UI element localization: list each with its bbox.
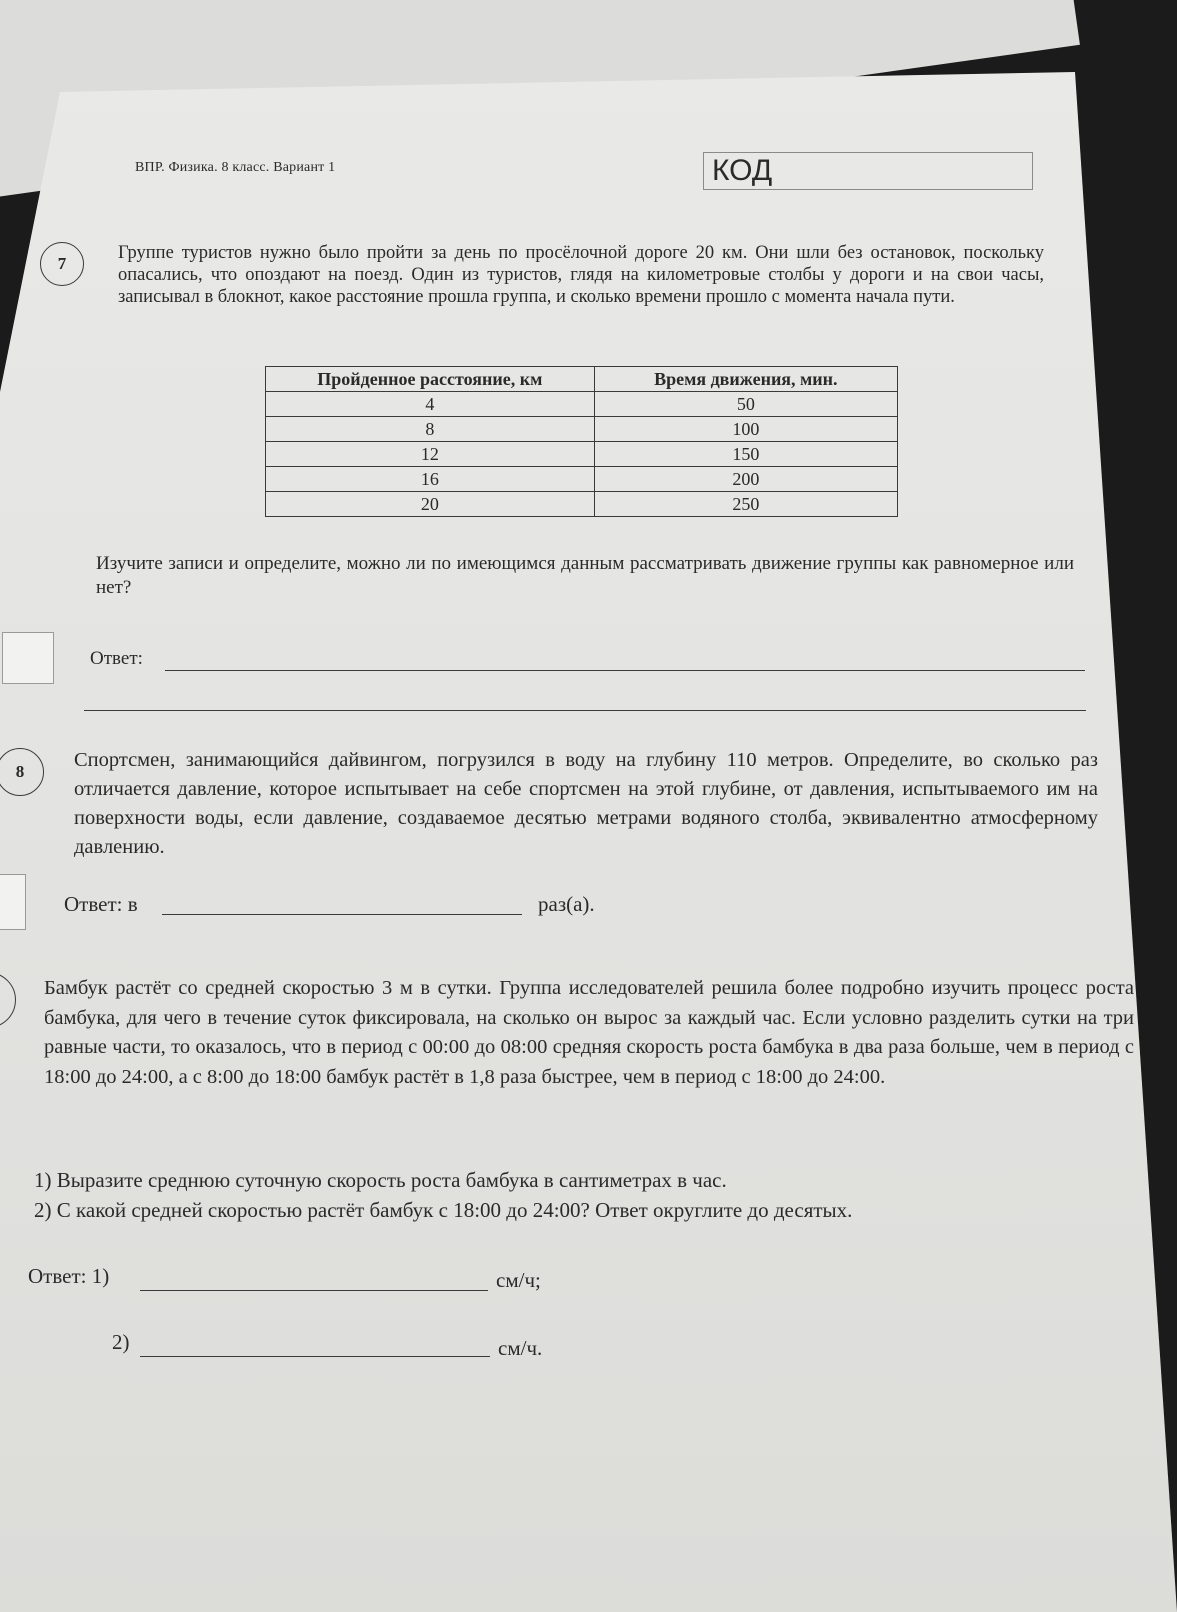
table-row bbox=[266, 442, 898, 467]
question-8-number: 8 bbox=[0, 748, 44, 796]
question-9-answer-2-label: 2) bbox=[112, 1330, 130, 1354]
table-cell-distance: 20 bbox=[266, 492, 595, 517]
question-9-item-2: 2) С какой средней скоростью растёт бамбук с 18:00 до 24:00? Ответ округлите до десятых. bbox=[34, 1198, 853, 1222]
question-7-score-box[interactable] bbox=[2, 632, 54, 684]
question-9-answer-2-line[interactable] bbox=[140, 1356, 490, 1357]
question-7-prompt: Изучите записи и определите, можно ли по имеющимся данным рассматривать движение группы как равномерное или нет? bbox=[96, 553, 1074, 598]
question-7-number: 7 bbox=[40, 242, 84, 286]
code-label: КОД bbox=[712, 154, 773, 187]
table-cell-time: 150 bbox=[594, 442, 897, 467]
question-9-item-1: 1) Выразите среднюю суточную скорость роста бамбука в сантиметрах в час. bbox=[34, 1168, 727, 1192]
question-8-answer-label: Ответ: в bbox=[64, 892, 138, 916]
table-header-distance: Пройденное расстояние, км bbox=[266, 367, 595, 392]
question-8-score-box[interactable] bbox=[0, 874, 26, 930]
question-7-answer-line[interactable] bbox=[165, 670, 1085, 671]
question-7-text: Группе туристов нужно было пройти за день по просёлочной дороге 20 км. Они шли без остановок, поскольку опасались, что опоздают на поезд. Один из туристов, глядя на километровые столбы у дороги и на свои часы, записывал в блокнот, какое расстояние прошла группа, и сколько времени прошло с момента начала пути. bbox=[118, 243, 1044, 307]
table-row bbox=[266, 392, 898, 417]
header-title: ВПР. Физика. 8 класс. Вариант 1 bbox=[135, 160, 336, 175]
question-9-answer-1-line[interactable] bbox=[140, 1290, 488, 1291]
question-9-text: Бамбук растёт со средней скоростью 3 м в сутки. Группа исследователей решила более подробно изучить процесс роста бамбука, для чего в течение суток фиксировала, на сколько он вырос за каждый час. Если условно разделить сутки на три равные части, то оказалось, что в период с 00:00 до 08:00 средняя скорость роста бамбука в два раза больше, чем в период с 18:00 до 24:00, а с 8:00 до 18:00 бамбук растёт в 1,8 раза быстрее, чем в период с 18:00 до 24:00. bbox=[44, 977, 1134, 1088]
table-cell-time: 100 bbox=[594, 417, 897, 442]
question-8-answer-line[interactable] bbox=[162, 914, 522, 915]
table-cell-distance: 12 bbox=[266, 442, 595, 467]
question-9-answer-1-unit: см/ч; bbox=[496, 1268, 541, 1292]
question-7-answer-label: Ответ: bbox=[90, 648, 143, 669]
table-cell-distance: 4 bbox=[266, 392, 595, 417]
table-row bbox=[266, 467, 898, 492]
table-cell-distance: 8 bbox=[266, 417, 595, 442]
table-cell-time: 50 bbox=[594, 392, 897, 417]
table-row bbox=[266, 417, 898, 442]
table-header-row bbox=[266, 367, 898, 392]
question-8-answer-unit: раз(а). bbox=[538, 892, 595, 916]
question-9-answer-2-unit: см/ч. bbox=[498, 1336, 543, 1360]
table-header-time: Время движения, мин. bbox=[594, 367, 897, 392]
question-8-text: Спортсмен, занимающийся дайвингом, погрузился в воду на глубину 110 метров. Определите, во сколько раз отличается давление, которое испытывает на себе спортсмен на этой глубине, от давления, испытываемого им на поверхности воды, если давление, создаваемое десятью метрами водяного столба, эквивалентно атмосферному давлению. bbox=[74, 749, 1098, 858]
table-cell-time: 250 bbox=[594, 492, 897, 517]
table-cell-time: 200 bbox=[594, 467, 897, 492]
distance-time-table bbox=[265, 366, 898, 517]
table-cell-distance: 16 bbox=[266, 467, 595, 492]
table-row bbox=[266, 492, 898, 517]
code-field[interactable] bbox=[703, 152, 1033, 190]
question-9-answer-label: Ответ: 1) bbox=[28, 1264, 110, 1288]
question-7-answer-line-2[interactable] bbox=[84, 710, 1086, 711]
